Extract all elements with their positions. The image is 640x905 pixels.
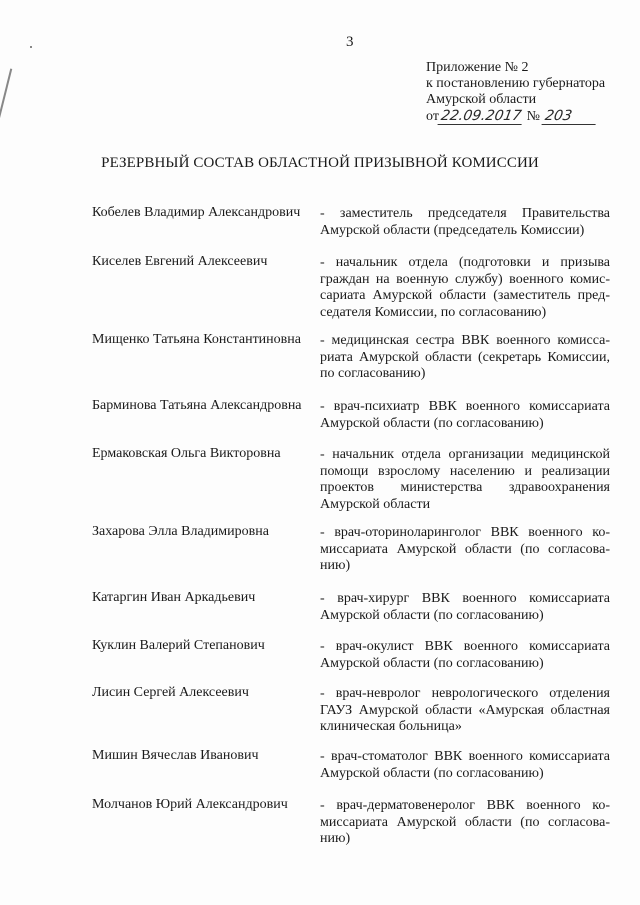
member-name: Мищенко Татьяна Константиновна	[92, 332, 301, 347]
member-name: Мишин Вячеслав Иванович	[92, 748, 259, 763]
member-name: Барминова Татьяна Александровна	[92, 398, 302, 413]
page-number: 3	[346, 34, 354, 50]
member-role: - медицинская сестра ВВК военного комиссариата Амурской области (секретарь Комиссии, по согласованию)	[320, 333, 610, 381]
member-name: Лисин Сергей Алексеевич	[92, 685, 249, 700]
date-prefix: от	[426, 109, 439, 124]
appendix-title: Приложение № 2	[426, 60, 529, 75]
member-role: - врач-дерматовенеролог ВВК военного комиссариата Амурской области (по согласованию)	[320, 798, 610, 846]
member-name: Кобелев Владимир Александрович	[92, 205, 301, 220]
member-role: - врач-стоматолог ВВК военного комиссариата Амурской области (по согласованию)	[320, 749, 610, 781]
member-role: - врач-невролог неврологического отделения ГАУЗ Амурской области «Амурская областная клиническая больница»	[320, 686, 610, 734]
member-name: Киселев Евгений Алексеевич	[92, 254, 268, 269]
member-name: Ермаковская Ольга Викторовна	[92, 446, 281, 461]
member-role: - врач-окулист ВВК военного комиссариата Амурской области (по согласованию)	[320, 639, 610, 671]
handwritten-number: 203	[542, 108, 599, 125]
member-name: Катаргин Иван Аркадьевич	[92, 590, 256, 605]
appendix-reference: к постановлению губернатора	[426, 76, 606, 91]
handwritten-date: 22.09.2017	[437, 108, 524, 125]
member-name: Захарова Элла Владимировна	[92, 524, 269, 539]
member-role: - начальник отдела организации медицинской помощи взрослому населению и реализации проектов министерства здравоохранения Амурской области	[320, 447, 610, 512]
member-name: Молчанов Юрий Александрович	[92, 797, 288, 812]
member-name: Куклин Валерий Степанович	[92, 638, 265, 653]
document-title: РЕЗЕРВНЫЙ СОСТАВ ОБЛАСТНОЙ ПРИЗЫВНОЙ КОМИССИИ	[101, 155, 539, 171]
member-role: - врач-психиатр ВВК военного комиссариата Амурской области (по согласованию)	[320, 399, 610, 431]
member-role: - начальник отдела (подготовки и призыва граждан на военную службу) военного комиссариата Амурской области (заместитель председателя Комиссии, по согласованию)	[320, 255, 610, 320]
member-role: - заместитель председателя Правительства Амурской области (председатель Комиссии)	[320, 206, 610, 238]
member-role: - врач-хирург ВВК военного комиссариата Амурской области (по согласованию)	[320, 591, 610, 623]
member-role: - врач-оториноларинголог ВВК военного комиссариата Амурской области (по согласованию)	[320, 525, 610, 573]
appendix-region: Амурской области	[426, 92, 537, 107]
number-sign: №	[526, 109, 540, 124]
